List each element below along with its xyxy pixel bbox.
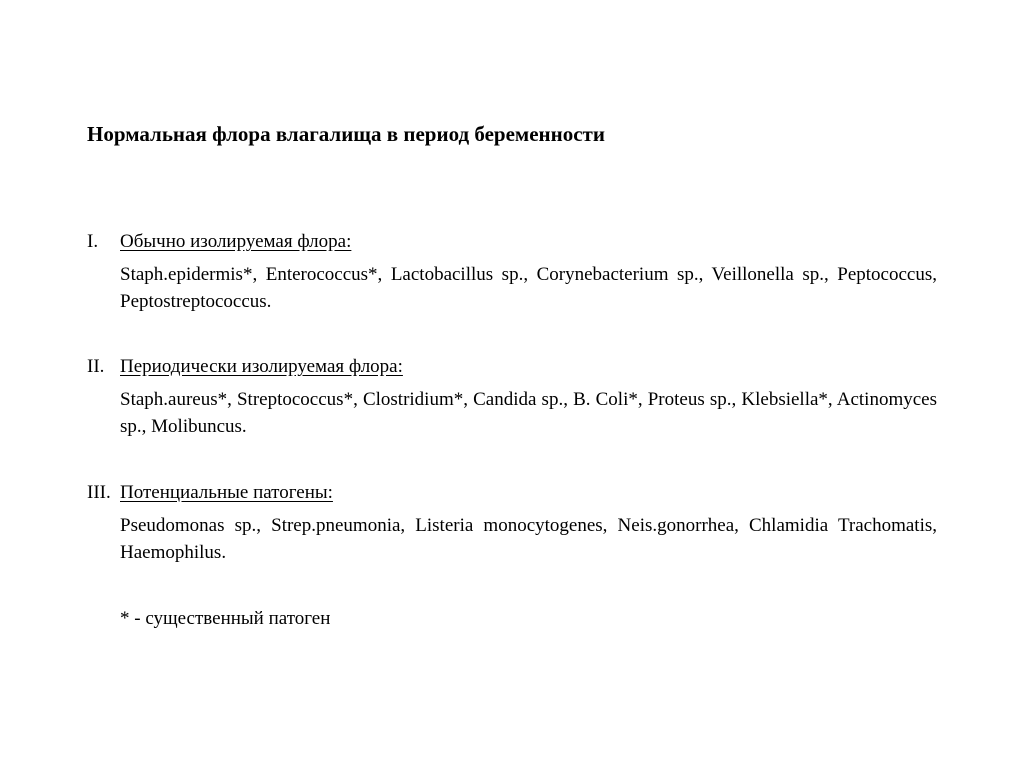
footnote: * - существенный патоген bbox=[120, 608, 331, 629]
section-3 bbox=[87, 480, 937, 566]
section-1 bbox=[87, 229, 937, 315]
section-body: Pseudomonas sp., Strep.pneumonia, Listeria monocytogenes, Neis.gonorrhea, Chlamidia Trachomatis, Haemophilus. bbox=[120, 515, 937, 563]
section-heading: Обычно изолируемая флора: bbox=[120, 231, 352, 252]
section-body: Staph.epidermis*, Enterococcus*, Lactobacillus sp., Corynebacterium sp., Veillonella sp., Peptococcus, Peptostreptococcus. bbox=[120, 264, 937, 312]
section-numeral: I. bbox=[87, 231, 99, 252]
section-heading: Потенциальные патогены: bbox=[120, 482, 333, 503]
section-numeral: II. bbox=[87, 356, 105, 377]
section-header bbox=[87, 229, 937, 255]
section-header bbox=[87, 354, 937, 380]
slide-title: Нормальная флора влагалища в период беременности bbox=[87, 122, 605, 146]
section-numeral: III. bbox=[87, 482, 111, 503]
section-heading: Периодически изолируемая флора: bbox=[120, 356, 403, 377]
section-2 bbox=[87, 354, 937, 440]
section-header bbox=[87, 480, 937, 506]
section-body: Staph.aureus*, Streptococcus*, Clostridium*, Candida sp., B. Coli*, Proteus sp., Klebsiella*, Actinomyces sp., Molibuncus. bbox=[120, 389, 937, 437]
